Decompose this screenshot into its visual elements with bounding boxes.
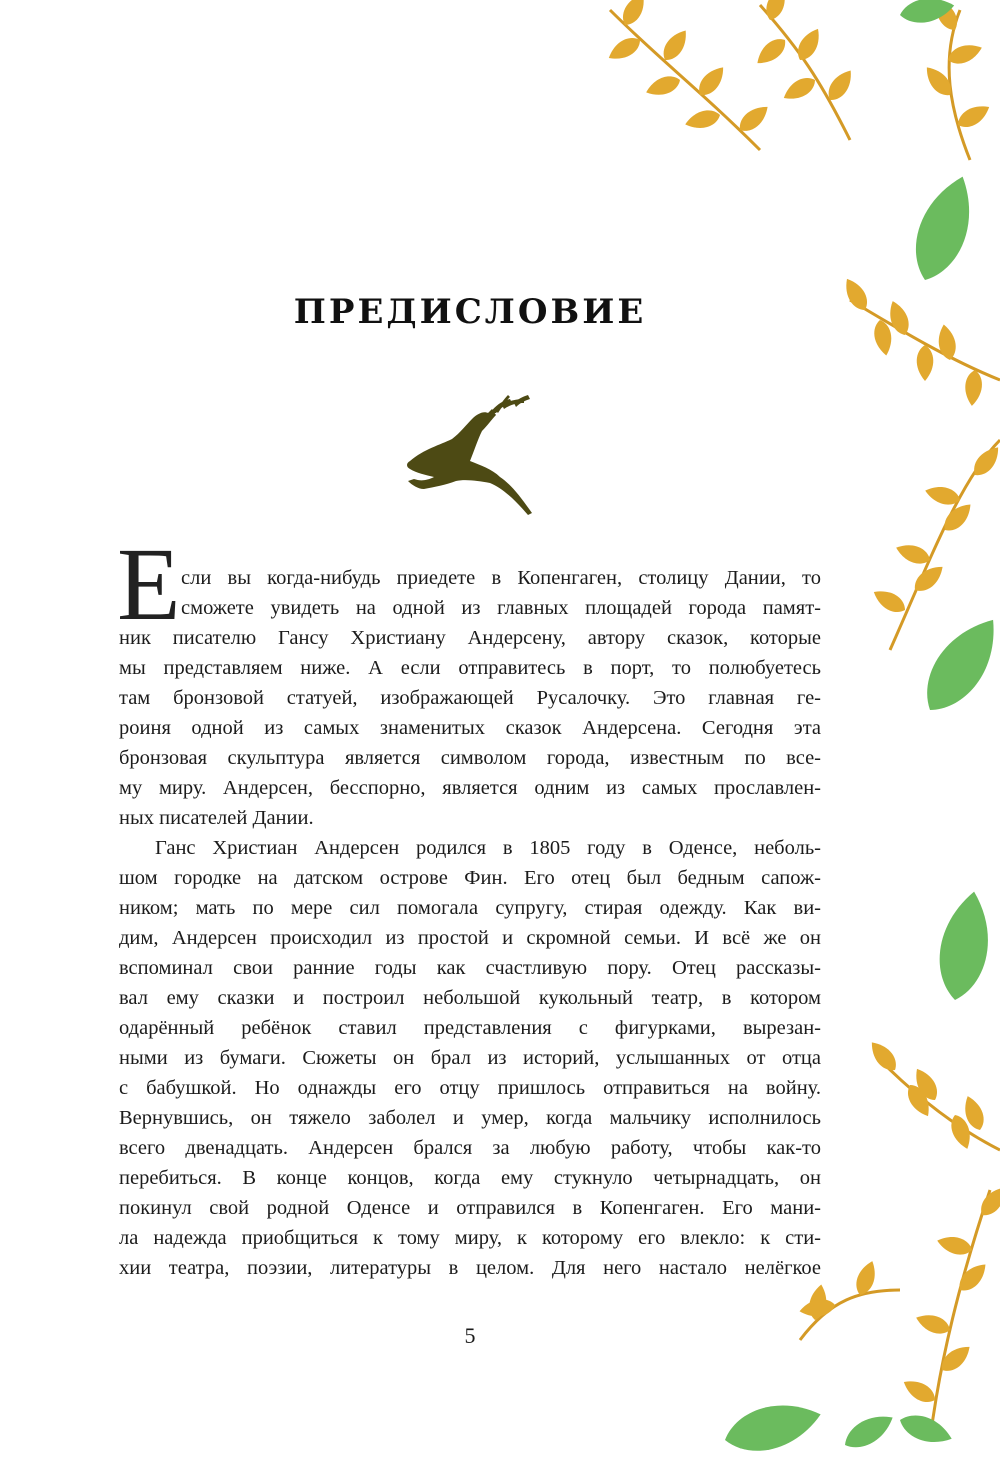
text-line: ными из бумаги. Сюжеты он брал из историй, услышанных от отца [119, 1047, 821, 1069]
text-line: ных писателей Дании. [119, 807, 314, 829]
text-line: мы представляем ниже. А если отправитесь в порт, то полюбуетесь [119, 657, 821, 679]
drop-cap: Е [117, 527, 181, 642]
text-line: Вернувшись, он тяжело заболел и умер, когда мальчику исполнилось [119, 1107, 821, 1129]
page-title: ПРЕДИСЛОВИЕ [293, 292, 647, 332]
page-number: 5 [464, 1323, 476, 1348]
text-line: роиня одной из самых знаменитых сказок Андерсена. Сегодня эта [119, 717, 821, 739]
body-text [119, 563, 821, 1283]
text-line: ник писателю Гансу Христиану Андерсену, автору сказок, которые [119, 627, 821, 649]
text-line: вал ему сказки и построил небольшой кукольный театр, в котором [119, 987, 821, 1009]
text-line: бронзовая скульптура является символом города, известным по все- [119, 747, 821, 769]
text-line: одарённый ребёнок ставил представления с фигурками, вырезан- [119, 1017, 821, 1039]
leaping-deer-icon [404, 395, 536, 517]
text-line: вспоминал свои ранние годы как счастливую пору. Отец рассказы- [119, 957, 821, 979]
text-line: сли вы когда-нибудь приедете в Копенгаген, столицу Дании, то [181, 567, 821, 589]
text-line: хии театра, поэзии, литературы в целом. Для него настало нелёгкое [119, 1257, 821, 1279]
text-line: с бабушкой. Но однажды его отцу пришлось отправиться на войну. [119, 1077, 821, 1099]
text-line: Ганс Христиан Андерсен родился в 1805 году в Оденсе, неболь- [155, 837, 821, 859]
text-line: перебиться. В конце концов, когда ему стукнуло четырнадцать, он [119, 1167, 821, 1189]
text-line: му миру. Андерсен, бесспорно, является одним из самых прославлен- [119, 777, 821, 799]
text-line: там бронзовой статуей, изображающей Русалочку. Это главная ге- [119, 687, 821, 709]
text-line: сможете увидеть на одной из главных площадей города памят- [181, 597, 821, 619]
text-line: всего двенадцать. Андерсен брался за любую работу, чтобы как-то [119, 1137, 821, 1159]
text-line: дим, Андерсен происходил из простой и скромной семьи. И всё же он [119, 927, 821, 949]
text-line: ником; мать по мере сил помогала супругу, стирая одежду. Как ви- [119, 897, 821, 919]
text-line: ла надежда приобщиться к тому миру, к которому его влекло: к сти- [119, 1227, 821, 1249]
text-line: шом городке на датском острове Фин. Его отец был бедным сапож- [119, 867, 821, 889]
text-line: покинул свой родной Оденсе и отправился в Копенгаген. Его мани- [119, 1197, 821, 1219]
